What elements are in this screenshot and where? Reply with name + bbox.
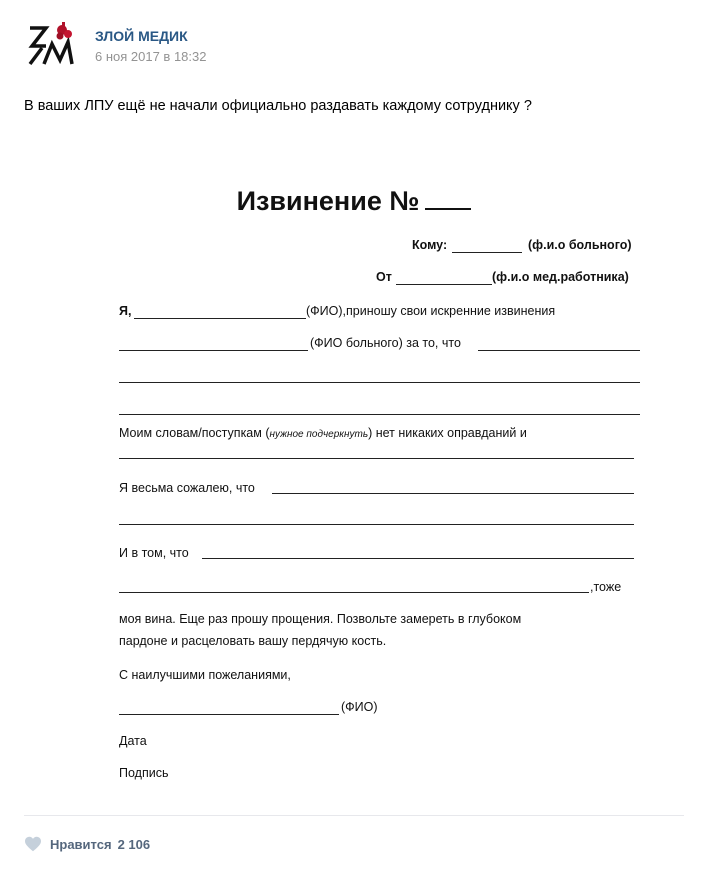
to-blank: [452, 252, 522, 253]
line2-blank-b: [478, 350, 640, 351]
from-label: От: [376, 270, 392, 284]
line6-blank: [119, 592, 589, 593]
line4-blank: [272, 493, 634, 494]
footer-divider: [24, 815, 684, 816]
like-label: Нравится: [50, 836, 112, 852]
line4-label: Я весьма сожалею, что: [119, 481, 255, 495]
signature-blank: [119, 714, 339, 715]
signature-fio: (ФИО): [341, 700, 378, 714]
line6-end: ,тоже: [590, 580, 622, 594]
sign-label: Подпись: [119, 766, 169, 780]
line3: Моим словам/поступкам (нужное подчеркнуть) нет никаких оправданий и: [119, 426, 527, 440]
blank-line-4: [119, 414, 640, 415]
line2-blank-a: [119, 350, 308, 351]
line1-blank: [134, 318, 306, 319]
like-count: 2 106: [117, 836, 151, 852]
blank-line-6: [119, 524, 634, 525]
blank-line-3: [119, 382, 640, 383]
like-button[interactable]: [24, 834, 150, 854]
line2-mid: (ФИО больного) за то, что: [310, 336, 461, 350]
to-label: Кому:: [412, 238, 448, 252]
from-hint: (ф.и.о мед.работника): [492, 270, 629, 284]
post-header: [24, 18, 684, 74]
attached-document-image[interactable]: [0, 160, 708, 800]
author-name[interactable]: ЗЛОЙ МЕДИК: [95, 28, 188, 44]
line5-label: И в том, что: [119, 546, 189, 560]
closing-text: С наилучшими пожеланиями,: [119, 668, 291, 682]
heart-icon: [24, 836, 42, 852]
from-blank: [396, 284, 492, 285]
blank-line-5: [119, 458, 634, 459]
document-title: Извинение №: [0, 186, 708, 217]
date-label: Дата: [119, 734, 147, 748]
paragraph-line-2: пардоне и расцеловать вашу пердячую кость.: [119, 634, 387, 648]
community-avatar[interactable]: [24, 18, 76, 70]
line1-start: Я,: [119, 304, 132, 318]
to-hint: (ф.и.о больного): [528, 238, 632, 252]
line5-blank: [202, 558, 634, 559]
line1-mid: (ФИО),приношу свои искренние извинения: [306, 304, 556, 318]
post-text: В ваших ЛПУ ещё не начали официально раздавать каждому сотруднику ?: [24, 98, 532, 114]
paragraph-line-1: моя вина. Еще раз прошу прощения. Позвольте замереть в глубоком: [119, 612, 522, 626]
post-date[interactable]: 6 ноя 2017 в 18:32: [95, 49, 207, 64]
